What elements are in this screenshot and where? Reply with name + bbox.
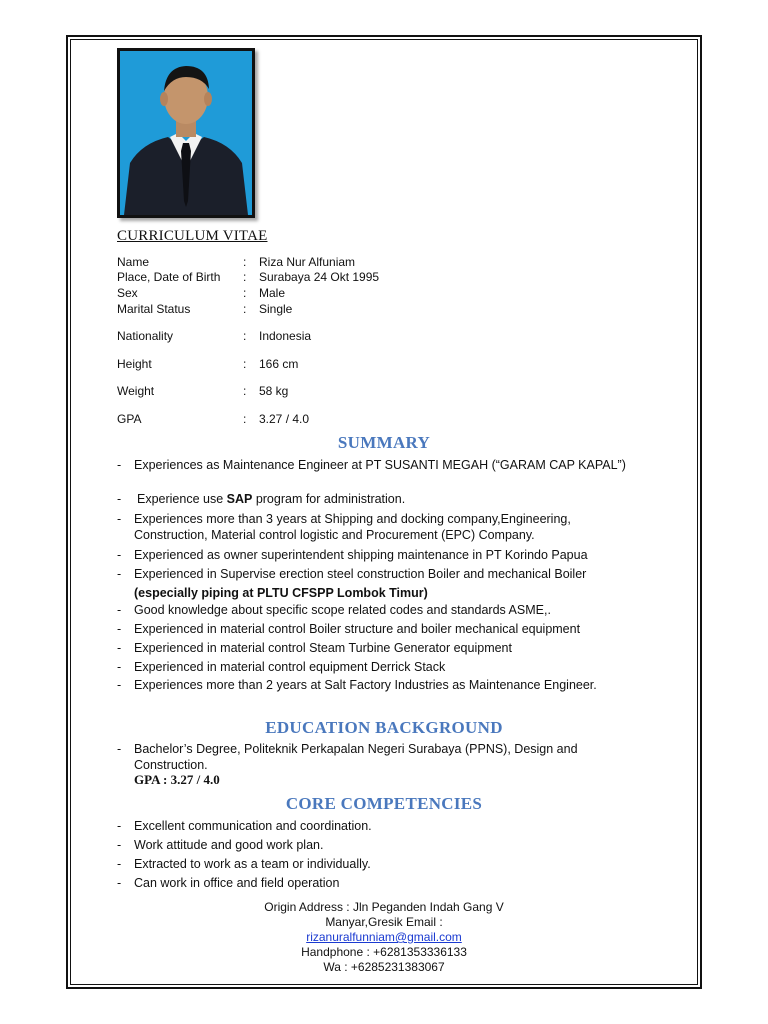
contact-address-2: Manyar,Gresik Email : — [325, 915, 443, 929]
list-item: - Experienced in Supervise erection steel construction Boiler and mechanical Boiler (especially piping at PLTU CFSPP Lombok Timur) — [117, 567, 587, 600]
profile-photo — [117, 48, 255, 218]
list-item: - Can work in office and field operation — [117, 876, 340, 890]
list-item: - Experiences more than 2 years at Salt Factory Industries as Maintenance Engineer. — [117, 678, 597, 692]
list-item: - Good knowledge about specific scope related codes and standards ASME,. — [117, 603, 551, 617]
info-value: Single — [259, 302, 293, 316]
info-value: 166 cm — [259, 357, 299, 371]
info-label: Weight — [117, 384, 155, 398]
summary-heading: SUMMARY — [337, 433, 431, 452]
bold-note: (especially piping at PLTU CFSPP Lombok Timur) — [134, 586, 428, 600]
email-link[interactable]: rizanuralfunniam@gmail.com — [306, 930, 462, 944]
contact-wa: Wa : +6285231383067 — [323, 960, 445, 974]
info-value: Surabaya 24 Okt 1995 — [259, 270, 380, 284]
info-label: Place, Date of Birth — [117, 270, 221, 284]
list-item: - Excellent communication and coordination. — [117, 819, 372, 833]
list-item: - Experiences more than 3 years at Shipping and docking company,Engineering, Construction, Material control logistic and Procurement (EPC) Company. — [117, 512, 571, 542]
info-label: Marital Status — [117, 302, 191, 316]
list-item: - Experienced in material control Steam Turbine Generator equipment — [117, 641, 512, 655]
info-label: Nationality — [117, 329, 174, 343]
list-item: - Bachelor’s Degree, Politeknik Perkapalan Negeri Surabaya (PPNS), Design and Construction. — [117, 742, 578, 772]
cv-title: CURRICULUM VITAE — [117, 228, 268, 244]
info-label: Name — [117, 255, 150, 269]
list-item: - Work attitude and good work plan. — [117, 838, 324, 852]
info-value: Indonesia — [259, 329, 312, 343]
education-heading: EDUCATION BACKGROUND — [265, 718, 503, 737]
contact-phone: Handphone : +6281353336133 — [301, 945, 467, 959]
list-item: - Experience use SAP program for administration. — [117, 492, 406, 506]
competencies-heading: CORE COMPETENCIES — [285, 794, 483, 813]
sap-bold: SAP — [226, 492, 253, 506]
list-item: - Experienced in material control Boiler structure and boiler mechanical equipment — [117, 622, 581, 636]
list-item: - Experienced in material control equipment Derrick Stack — [117, 660, 446, 674]
summary-list — [117, 457, 647, 709]
contact-address: Origin Address : Jln Peganden Indah Gang V — [264, 900, 504, 914]
info-value: Male — [259, 286, 286, 300]
info-value: 58 kg — [259, 384, 289, 398]
info-label: GPA — [117, 412, 142, 426]
info-label: Height — [117, 357, 152, 371]
education-list — [117, 741, 647, 773]
list-item: - Extracted to work as a team or individually. — [117, 857, 371, 871]
list-item: - Experiences as Maintenance Engineer at PT SUSANTI MEGAH (“GARAM CAP KAPAL”) — [117, 458, 626, 472]
list-item: - Experienced as owner superintendent shipping maintenance in PT Korindo Papua — [117, 548, 588, 562]
education-gpa: GPA : 3.27 / 4.0 — [134, 772, 220, 787]
info-value: Riza Nur Alfuniam — [259, 255, 356, 269]
info-label: Sex — [117, 286, 138, 300]
info-value: 3.27 / 4.0 — [259, 412, 310, 426]
competencies-list — [117, 818, 647, 894]
contact-block — [0, 900, 768, 975]
